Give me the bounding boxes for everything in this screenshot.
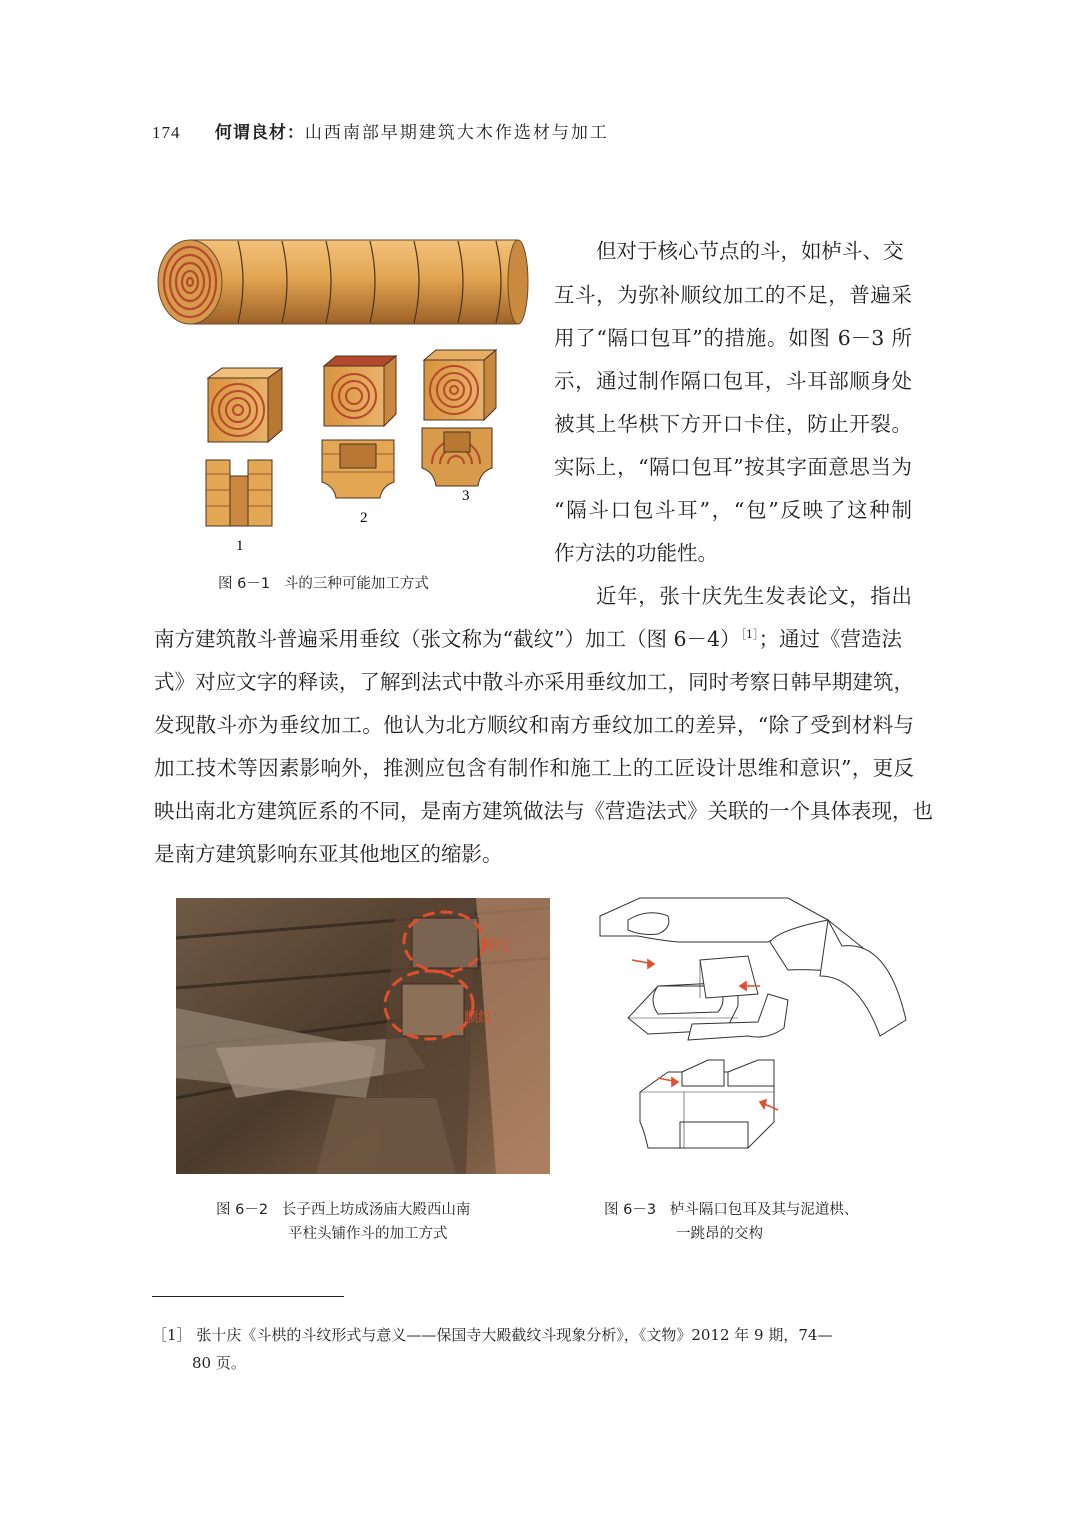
figure-caption-text: 栌斗隔口包耳及其与泥道栱、	[669, 1202, 859, 1218]
annotation-vertical-grain: 垂纹	[482, 938, 510, 954]
footnote-text: 张十庆《斗栱的斗纹形式与意义——保国寺大殿截纹斗现象分析》，《文物》2012 年 9 期，74—	[196, 1326, 833, 1344]
figure-6-3-caption	[604, 1198, 858, 1246]
figure-marker-3: 3	[462, 488, 470, 504]
paragraph-line: 是南方建筑影响东亚其他地区的缩影。	[154, 842, 503, 866]
paragraph-line: 式》对应文字的释读，了解到法式中散斗亦采用垂纹加工，同时考察日韩早期建筑，	[154, 670, 914, 694]
figure-6-1-illustration	[150, 232, 530, 562]
figure-caption-text: 长子西上坊成汤庙大殿西山南	[281, 1202, 471, 1218]
paragraph-line: 映出南北方建筑匠系的不同，是南方建筑做法与《营造法式》关联的一个具体表现，也	[154, 799, 933, 823]
footnote-divider	[152, 1296, 344, 1297]
footnote-reference[interactable]: ［1］	[740, 628, 759, 642]
figure-label: 图 6－3	[604, 1202, 657, 1218]
dou-3	[422, 428, 492, 486]
figure-marker-1: 1	[236, 538, 244, 554]
paragraph-line: 加工技术等因素影响外，推测应包含有制作和施工上的工匠设计思维和意识”，更反	[154, 756, 914, 780]
block-3-end-grain-top	[424, 350, 496, 420]
book-title: 何谓良材	[214, 123, 287, 143]
figure-marker-2: 2	[360, 510, 368, 526]
running-header	[152, 118, 609, 143]
paragraph-line: 被其上华栱下方开口卡住，防止开裂。	[554, 412, 912, 436]
figure-caption-text: 斗的三种可能加工方式	[283, 576, 429, 592]
paragraph-line: “隔斗口包斗耳”，“包”反映了这种制	[554, 498, 912, 522]
figure-6-2-photo	[176, 898, 550, 1174]
annotation-parallel-grain: 顺纹	[464, 1010, 492, 1026]
paragraph-line	[154, 629, 914, 650]
block-2-side-grain	[324, 356, 396, 426]
paragraph-line-text: 南方建筑散斗普遍采用垂纹（张文称为“截纹”）加工（图 6－4）	[154, 627, 741, 651]
paragraph-line: 示，通过制作隔口包耳，斗耳部顺身处	[554, 369, 912, 393]
paragraph-line-tail: ；通过《营造法	[758, 627, 903, 651]
paragraph-line: 近年，张十庆先生发表论文，指出	[596, 584, 912, 608]
figure-6-2-caption	[216, 1198, 470, 1246]
log-illustration	[158, 240, 528, 324]
figure-label: 图 6－1	[218, 576, 271, 592]
figure-label: 图 6－2	[216, 1202, 269, 1218]
dou-1	[206, 460, 272, 526]
dou-2	[322, 440, 394, 498]
figure-caption-text: 一跳昂的交构	[676, 1226, 763, 1242]
paragraph-line: 实际上，“隔口包耳”按其字面意思当为	[554, 455, 912, 479]
figure-6-1-caption	[218, 572, 429, 596]
figure-6-3-drawing	[588, 890, 908, 1180]
paragraph-line: 但对于核心节点的斗，如栌斗、交	[596, 239, 904, 263]
paragraph-line: 发现散斗亦为垂纹加工。他认为北方顺纹和南方垂纹加工的差异，“除了受到材料与	[154, 713, 914, 737]
paragraph-line: 用了“隔口包耳”的措施。如图 6－3 所	[554, 326, 912, 350]
page-number: 174	[152, 123, 181, 142]
figure-caption-text: 平柱头铺作斗的加工方式	[288, 1226, 448, 1242]
book-subtitle: 山西南部早期建筑大木作选材与加工	[304, 123, 609, 143]
paragraph-line: 作方法的功能性。	[554, 541, 718, 565]
footnote	[152, 1324, 832, 1345]
footnote-marker: ［1］	[152, 1326, 192, 1344]
block-1-end-grain	[208, 368, 282, 442]
header-separator: ：	[286, 123, 305, 143]
paragraph-line: 互斗，为弥补顺纹加工的不足，普遍采	[554, 283, 912, 307]
footnote-continuation: 80 页。	[192, 1354, 246, 1372]
